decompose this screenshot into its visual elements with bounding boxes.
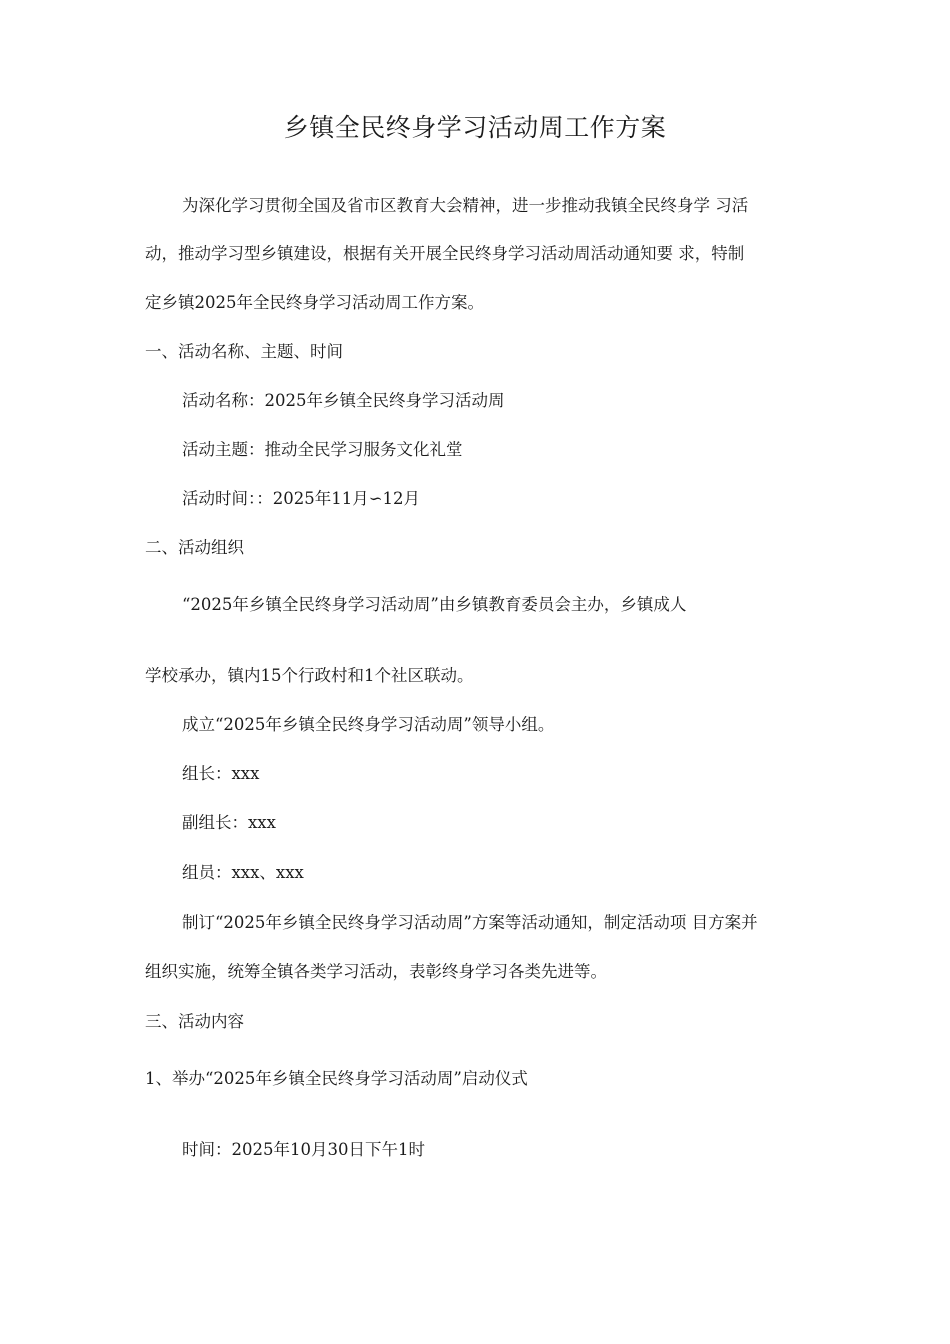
organization-paragraph-line-2: 学校承办，镇内15个行政村和1个社区联动。 <box>145 666 474 685</box>
intro-paragraph-line-1: 为深化学习贯彻全国及省市区教育大会精神，进一步推动我镇全民终身学 习活 <box>182 196 749 215</box>
subsection-heading-1: 1、举办“2025年乡镇全民终身学习活动周”启动仪式 <box>145 1069 528 1088</box>
activity-theme-line: 活动主题：推动全民学习服务文化礼堂 <box>182 440 463 459</box>
activity-time-line: 活动时间：：2025年11月∽12月 <box>182 489 421 508</box>
activity-name-line: 活动名称：2025年乡镇全民终身学习活动周 <box>182 391 505 410</box>
plan-paragraph-line-2: 组织实施，统筹全镇各类学习活动，表彰终身学习各类先进等。 <box>145 962 607 981</box>
leadership-group-line: 成立“2025年乡镇全民终身学习活动周”领导小组。 <box>182 715 555 734</box>
intro-paragraph-line-3: 定乡镇2025年全民终身学习活动周工作方案。 <box>145 293 484 312</box>
document-title: 乡镇全民终身学习活动周工作方案 <box>283 113 667 142</box>
organization-paragraph-line-1: “2025年乡镇全民终身学习活动周”由乡镇教育委员会主办，乡镇成人 <box>182 595 687 614</box>
group-leader-line: 组长：xxx <box>182 764 260 783</box>
ceremony-time-line: 时间：2025年10月30日下午1时 <box>182 1140 425 1159</box>
deputy-leader-line: 副组长：xxx <box>182 813 276 832</box>
section-heading-2: 二、活动组织 <box>145 538 244 557</box>
section-heading-3: 三、活动内容 <box>145 1012 244 1031</box>
group-members-line: 组员：xxx、xxx <box>182 863 304 882</box>
section-heading-1: 一、活动名称、主题、时间 <box>145 342 343 361</box>
intro-paragraph-line-2: 动，推动学习型乡镇建设，根据有关开展全民终身学习活动周活动通知要 求，特制 <box>145 244 745 263</box>
plan-paragraph-line-1: 制订“2025年乡镇全民终身学习活动周”方案等活动通知，制定活动项 目方案并 <box>182 913 758 932</box>
